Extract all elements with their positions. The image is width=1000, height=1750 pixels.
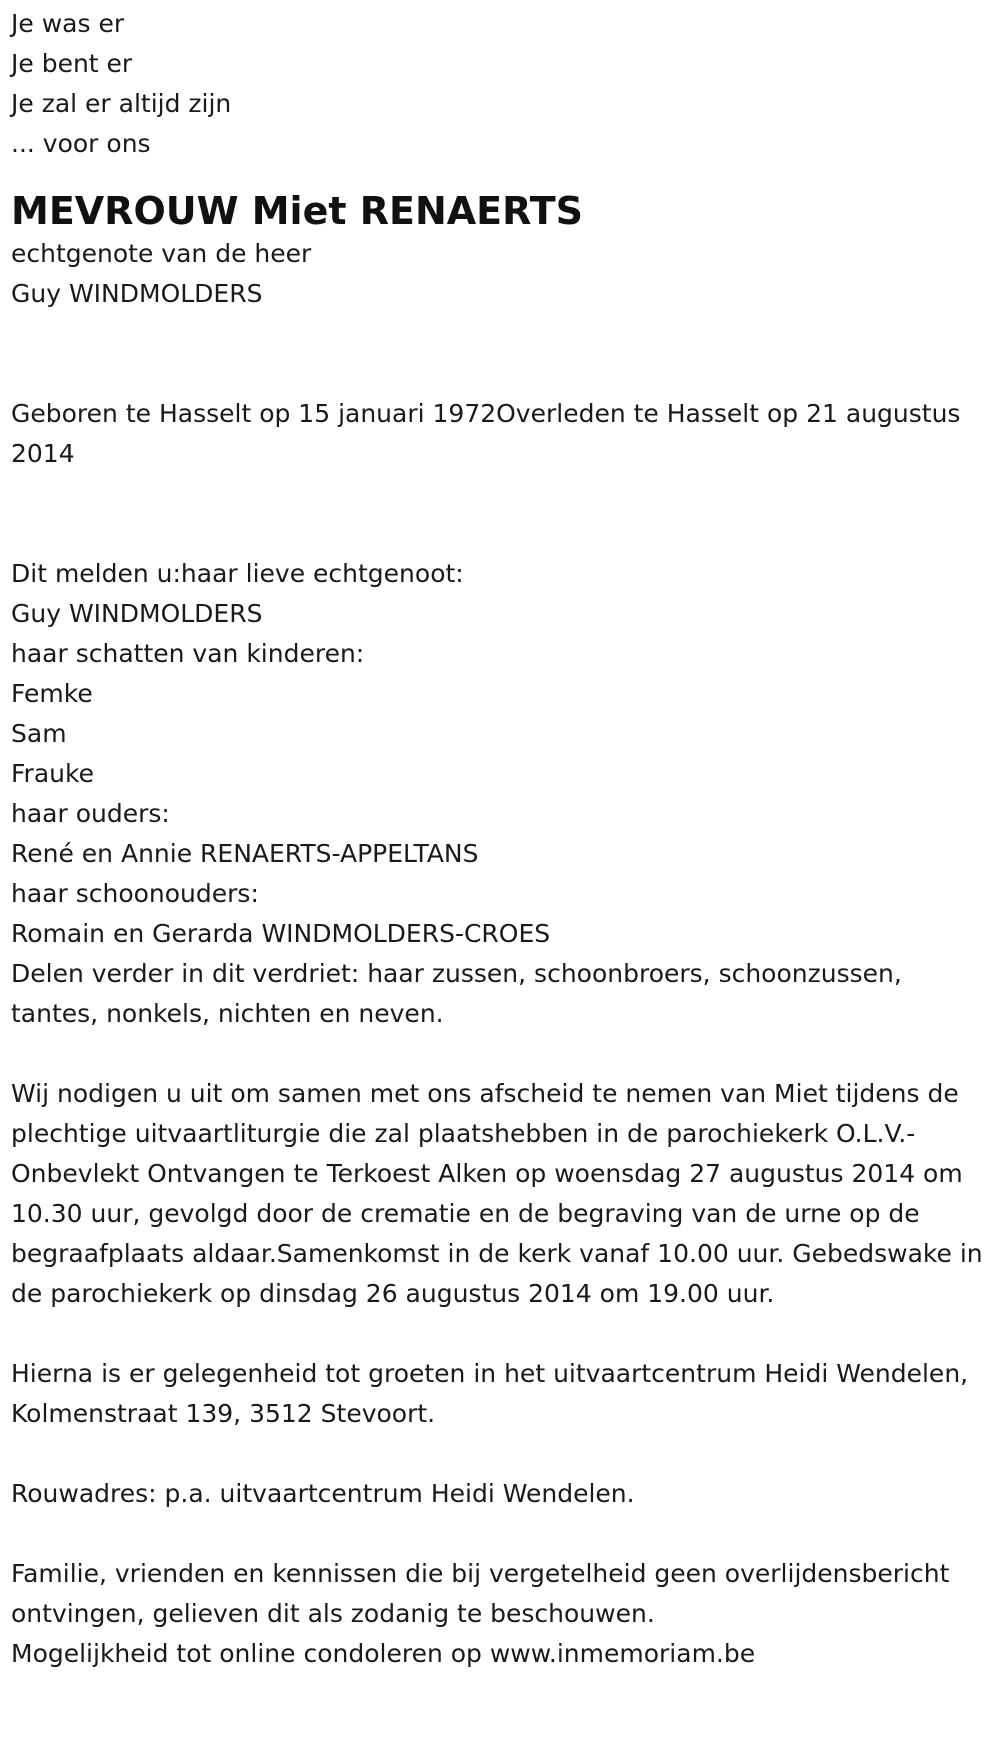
- ceremony-text: Wij nodigen u uit om samen met ons afscheid te nemen van Miet tijdens de plechtige uitvaartliturgie die zal plaatshebben in de parochiekerk O.L.V.-Onbevlekt Ontvangen te Terkoest Alken op woensdag 27 augustus 2014 om 10.30 uur, gevolgd door de crematie en de begraving van de urne op de begraafplaats aldaar.Samenkomst in de kerk vanaf 10.00 uur. Gebedswake in de parochiekerk op dinsdag 26 augustus 2014 om 19.00 uur.: [11, 1079, 983, 1308]
- announcement-line: René en Annie RENAERTS-APPELTANS: [11, 839, 479, 868]
- closing-text: Familie, vrienden en kennissen die bij vergetelheid geen overlijdensbericht ontvingen, gelieven dit als zodanig te beschouwen.: [11, 1559, 950, 1628]
- announcement-block: [11, 554, 989, 1034]
- mourning-address: Rouwadres: p.a. uitvaartcentrum Heidi Wendelen.: [11, 1479, 635, 1508]
- announcement-line: Dit melden u:haar lieve echtgenoot:: [11, 559, 464, 588]
- spacer: [11, 1314, 989, 1354]
- announcement-line: Frauke: [11, 759, 94, 788]
- announcement-line: haar schoonouders:: [11, 879, 259, 908]
- spacer: [11, 1434, 989, 1474]
- spacer: [11, 474, 989, 554]
- spacer: [11, 1034, 989, 1074]
- poem-line: Je bent er: [11, 49, 133, 78]
- poem: [11, 4, 989, 164]
- spouse-intro: echtgenote van de heer: [11, 239, 312, 268]
- spacer: [11, 314, 989, 394]
- sharing-text: Delen verder in dit verdriet: haar zussen, schoonbroers, schoonzussen, tantes, nonkels, nichten en neven.: [11, 959, 902, 1028]
- spacer: [11, 1514, 989, 1554]
- poem-line: Je zal er altijd zijn: [11, 89, 232, 118]
- poem-line: ... voor ons: [11, 129, 151, 158]
- spouse-name: Guy WINDMOLDERS: [11, 279, 263, 308]
- deceased-name: MEVROUW Miet RENAERTS: [11, 189, 583, 233]
- condolence-line: [11, 1634, 989, 1674]
- poem-line: Je was er: [11, 9, 125, 38]
- announcement-line: Femke: [11, 679, 93, 708]
- announcement-line: Sam: [11, 719, 67, 748]
- condolence-prefix: Mogelijkheid tot online condoleren op: [11, 1639, 490, 1668]
- announcement-line: haar schatten van kinderen:: [11, 639, 365, 668]
- greeting-text: Hierna is er gelegenheid tot groeten in het uitvaartcentrum Heidi Wendelen, Kolmenstraat 139, 3512 Stevoort.: [11, 1359, 969, 1428]
- birth-death-dates: Geboren te Hasselt op 15 januari 1972Overleden te Hasselt op 21 augustus 2014: [11, 399, 961, 468]
- announcement-line: haar ouders:: [11, 799, 170, 828]
- condolence-link[interactable]: www.inmemoriam.be: [489, 1639, 756, 1668]
- announcement-line: Romain en Gerarda WINDMOLDERS-CROES: [11, 919, 551, 948]
- announcement-line: Guy WINDMOLDERS: [11, 599, 263, 628]
